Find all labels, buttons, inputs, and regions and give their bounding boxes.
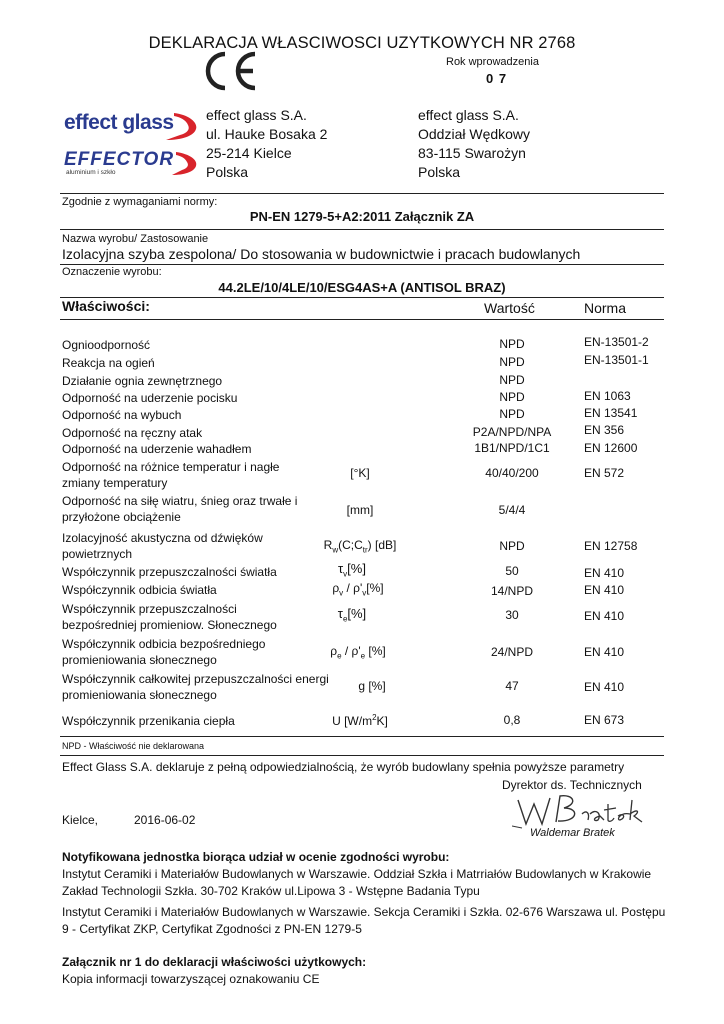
property-norm: EN 410 xyxy=(584,645,625,659)
divider xyxy=(60,229,664,230)
date-text: 2016-06-02 xyxy=(134,813,196,827)
unit-text: [%] xyxy=(366,581,384,595)
property-norm: EN 13541 xyxy=(584,406,638,420)
property-name: Ognioodporność xyxy=(62,338,151,352)
property-unit xyxy=(292,561,412,579)
property-name xyxy=(62,636,265,668)
unit-symbol: τ xyxy=(338,561,344,576)
declaration-text: Effect Glass S.A. deklaruje z pełną odpowiedzialnością, że wyrób budowlany spełnia powyższe parametry xyxy=(62,760,625,774)
unit-symbol: ρ xyxy=(332,581,340,595)
unit-subscript: e xyxy=(342,614,348,624)
property-value: NPD xyxy=(499,407,525,421)
property-unit xyxy=(300,713,420,728)
property-name xyxy=(62,530,263,562)
property-name: Odporność na uderzenie pocisku xyxy=(62,391,238,405)
unit-symbol: τ xyxy=(337,606,343,621)
address-line: effect glass S.A. xyxy=(418,107,519,123)
property-name: Odporność na uderzenie wahadłem xyxy=(62,442,252,456)
year-value: 0 7 xyxy=(486,71,508,86)
property-name-line: przyłożone obciążenie xyxy=(62,510,181,524)
divider xyxy=(60,297,664,298)
unit-subscript: w xyxy=(332,545,339,555)
property-name-line: bezpośredniej promieniow. Słonecznego xyxy=(62,618,277,632)
property-norm: EN 410 xyxy=(584,680,625,694)
unit-text: [%] xyxy=(347,606,367,621)
property-norm: EN 1063 xyxy=(584,389,631,403)
property-unit xyxy=(298,644,418,660)
notified-body-1 xyxy=(62,866,651,900)
property-name-line: promieniowania słonecznego xyxy=(62,688,217,702)
unit-text: U [W/m xyxy=(332,714,373,728)
address-line: 25-214 Kielce xyxy=(206,145,292,161)
place-text: Kielce, xyxy=(62,813,99,827)
property-name-line: Współczynnik odbicia bezpośredniego xyxy=(62,637,266,651)
address-line: ul. Hauke Bosaka 2 xyxy=(206,126,328,142)
divider xyxy=(60,264,664,265)
address-line: effect glass S.A. xyxy=(206,107,307,123)
address-line: 83-115 Swarożyn xyxy=(418,145,526,161)
property-name: Odporność na wybuch xyxy=(62,408,182,422)
norm-value: PN-EN 1279-5+A2:2011 Załącznik ZA xyxy=(249,209,475,224)
property-name-line: Odporność na różnice temperatur i nagłe xyxy=(62,460,280,474)
property-value: NPD xyxy=(499,539,525,553)
property-value: 24/NPD xyxy=(490,645,534,659)
divider xyxy=(60,755,664,756)
property-unit xyxy=(300,538,420,554)
norm-label: Zgodnie z wymaganiami normy: xyxy=(62,196,218,208)
unit-text: [%] xyxy=(347,561,366,576)
property-name: Odporność na ręczny atak xyxy=(62,426,203,440)
unit-text: K] xyxy=(376,714,388,728)
divider xyxy=(60,319,664,320)
unit-text: / ρ' xyxy=(341,644,361,658)
properties-header: Właściwości: xyxy=(62,298,150,314)
property-name: Reakcja na ogień xyxy=(62,356,155,370)
unit-subscript: e xyxy=(337,651,342,661)
effector-logo-text: EFFECTOR xyxy=(64,149,175,170)
property-norm: EN 410 xyxy=(584,583,625,597)
property-name xyxy=(62,601,277,633)
effector-logo xyxy=(62,148,200,180)
company-address-right xyxy=(418,106,530,182)
property-name: Współczynnik przepuszczalności światła xyxy=(62,565,277,579)
property-unit xyxy=(298,581,418,597)
property-norm: EN 356 xyxy=(584,423,625,437)
signer-name: Waldemar Bratek xyxy=(530,827,615,839)
property-norm: EN-13501-1 xyxy=(584,353,649,367)
unit-subscript: v xyxy=(339,588,344,598)
norm-header: Norma xyxy=(584,300,627,316)
unit-subscript: v xyxy=(362,588,367,598)
effect-glass-logo xyxy=(62,107,200,143)
notified-line: Instytut Ceramiki i Materiałów Budowlanych w Warszawie. Sekcja Ceramiki i Szkła. 02-676 Warszawa ul. Postępu xyxy=(62,905,666,919)
npd-note: NPD - Właściwość nie deklarowana xyxy=(62,741,205,751)
unit-subscript: tr xyxy=(362,545,368,555)
unit-text: [%] xyxy=(365,644,386,658)
notified-line: 9 - Certyfikat ZKP, Certyfikat Zgodności z PN-EN 1279-5 xyxy=(62,922,362,936)
notified-title: Notyfikowana jednostka biorąca udział w ocenie zgodności wyrobu: xyxy=(62,850,450,864)
property-name-line: promieniowania słonecznego xyxy=(62,653,217,667)
address-line: Oddział Wędkowy xyxy=(418,126,531,142)
property-value: 50 xyxy=(505,564,519,578)
annex-title: Załącznik nr 1 do deklaracji właściwości użytkowych: xyxy=(62,955,367,969)
notified-line: Instytut Ceramiki i Materiałów Budowlanych w Warszawie. Oddział Szkła i Matrriałów Budowlanych w Krakowie xyxy=(62,867,652,881)
address-line: Polska xyxy=(206,164,249,180)
director-label: Dyrektor ds. Technicznych xyxy=(502,778,642,792)
property-norm: EN 410 xyxy=(584,566,625,580)
property-norm: EN-13501-2 xyxy=(584,335,649,349)
property-name-line: zmiany temperatury xyxy=(62,476,168,490)
property-value: 14/NPD xyxy=(490,584,534,598)
property-value: NPD xyxy=(499,390,525,404)
unit-symbol: R xyxy=(323,538,333,552)
unit-text: (C;C xyxy=(338,538,363,552)
property-value: 0,8 xyxy=(503,713,521,727)
property-name: Działanie ognia zewnętrznego xyxy=(62,374,223,388)
divider xyxy=(60,193,664,194)
company-address-left xyxy=(206,106,327,182)
property-name xyxy=(62,459,279,491)
year-label: Rok wprowadzenia xyxy=(446,56,539,68)
property-name: Współczynnik przenikania ciepła xyxy=(62,714,235,728)
property-unit: g [%] xyxy=(358,679,386,693)
property-value: 47 xyxy=(505,679,519,693)
unit-symbol: ρ xyxy=(330,644,338,658)
property-value: P2A/NPD/NPA xyxy=(472,425,552,439)
property-value: 5/4/4 xyxy=(498,503,526,517)
ce-mark-icon xyxy=(197,50,261,92)
property-value: 1B1/NPD/1C1 xyxy=(474,441,550,455)
document-title: DEKLARACJA WŁASCIWOSCI UZYTKOWYCH NR 2768 xyxy=(148,34,576,52)
property-value: NPD xyxy=(499,355,525,369)
property-value: NPD xyxy=(499,373,525,387)
annex-text: Kopia informacji towarzyszącej oznakowaniu CE xyxy=(62,972,320,986)
property-unit: [°K] xyxy=(350,466,370,480)
unit-subscript: v xyxy=(343,569,348,579)
signature-image xyxy=(512,790,660,830)
property-norm: EN 410 xyxy=(584,609,625,623)
property-name xyxy=(62,493,297,525)
effector-logo-subtext: aluminium i szkło xyxy=(66,169,116,176)
property-norm: EN 12758 xyxy=(584,539,638,553)
mark-value: 44.2LE/10/4LE/10/ESG4AS+A (ANTISOL BRAZ) xyxy=(218,280,506,295)
property-name-line: Współczynnik przepuszczalności xyxy=(62,602,237,616)
address-line: Polska xyxy=(418,164,461,180)
property-norm: EN 673 xyxy=(584,713,625,727)
value-header: Wartość xyxy=(484,300,535,316)
property-unit xyxy=(292,606,412,624)
product-label: Nazwa wyrobu/ Zastosowanie xyxy=(62,233,209,245)
property-name xyxy=(62,671,329,703)
property-name-line: Współczynnik całkowitej przepuszczalności energi xyxy=(62,672,329,686)
unit-text: ) [dB] xyxy=(367,538,397,552)
property-name-line: Izolacyjność akustyczna od dźwięków xyxy=(62,531,263,545)
property-unit: [mm] xyxy=(346,503,374,517)
property-value: 40/40/200 xyxy=(485,466,539,480)
notified-line: Zakład Technologii Szkła. 30-702 Kraków ul.Lipowa 3 - Wstępne Badania Typu xyxy=(62,884,480,898)
notified-body-2 xyxy=(62,904,665,938)
mark-label: Oznaczenie wyrobu: xyxy=(62,266,162,278)
property-norm: EN 572 xyxy=(584,466,625,480)
divider xyxy=(60,736,664,737)
unit-subscript: e xyxy=(360,651,366,661)
property-name-line: powietrznych xyxy=(62,547,133,561)
unit-superscript: 2 xyxy=(372,713,377,722)
product-value: Izolacyjna szyba zespolona/ Do stosowania w budownictwie i pracach budowlanych xyxy=(62,246,581,262)
property-name-line: Odporność na siłę wiatru, śnieg oraz trwałe i xyxy=(62,494,298,508)
property-value: NPD xyxy=(499,337,525,351)
property-norm: EN 12600 xyxy=(584,441,638,455)
unit-text: / ρ' xyxy=(343,581,363,595)
property-value: 30 xyxy=(505,608,519,622)
property-name: Współczynnik odbicia światła xyxy=(62,583,217,597)
effect-glass-logo-text: effect glass xyxy=(64,111,174,134)
